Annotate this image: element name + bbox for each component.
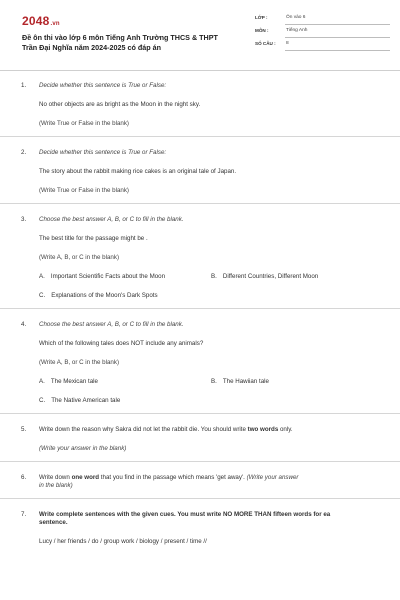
question-text: Which of the following tales does NOT include any animals?	[39, 340, 204, 347]
meta-class-label: LỚP :	[255, 15, 268, 20]
meta-class-row	[255, 15, 390, 28]
question-instruction-cont: sentence.	[39, 519, 68, 526]
option-letter: C.	[39, 397, 46, 404]
question-body	[39, 149, 400, 195]
question-hint: (Write A, B, or C in the blank)	[39, 359, 120, 366]
option-letter: A.	[39, 378, 45, 385]
question-6	[0, 462, 400, 499]
option-c[interactable]	[39, 292, 158, 300]
option-text: The Hawiian tale	[222, 378, 269, 385]
options-row	[39, 292, 400, 300]
option-letter: B.	[211, 378, 217, 385]
option-letter: B.	[211, 273, 217, 280]
question-hint-cont: in the blank)	[39, 482, 73, 489]
option-text: Different Countries, Different Moon	[222, 273, 319, 280]
question-instruction: Write complete sentences with the given cues. You must write NO MORE THAN fifteen words for ea	[39, 511, 331, 518]
text-emphasis: one word	[71, 474, 100, 481]
logo-main-text: 2048	[22, 14, 50, 28]
option-a[interactable]	[39, 378, 211, 386]
question-body	[39, 426, 400, 453]
question-body	[39, 511, 400, 546]
question-number: 1.	[21, 82, 27, 89]
option-b[interactable]	[211, 273, 318, 281]
meta-subject-label: MÔN :	[255, 28, 269, 33]
options-row	[39, 273, 400, 281]
site-logo[interactable]	[22, 14, 60, 28]
question-4	[0, 309, 400, 414]
document-title	[22, 33, 247, 53]
question-3	[0, 204, 400, 309]
option-text: Explanations of the Moon's Dark Spots	[51, 292, 158, 299]
option-letter: C.	[39, 292, 46, 299]
question-hint: (Write True or False in the blank)	[39, 120, 129, 127]
option-a[interactable]	[39, 273, 211, 281]
text-part: only.	[278, 426, 293, 433]
question-body	[39, 82, 400, 128]
meta-subject-value: Tiếng Anh	[285, 28, 390, 38]
meta-count-value: 8	[285, 41, 390, 51]
meta-count-row	[255, 41, 390, 54]
question-cue: Lucy / her friends / do / group work / biology / present / time //	[39, 538, 207, 545]
options-row	[39, 397, 400, 405]
meta-class-value: Ôn vào 6	[285, 15, 390, 25]
title-line-2: Trần Đại Nghĩa năm 2024-2025 có đáp án	[22, 43, 162, 52]
question-hint: (Write True or False in the blank)	[39, 187, 129, 194]
question-number: 7.	[21, 511, 27, 518]
question-number: 2.	[21, 149, 27, 156]
question-instruction: Decide whether this sentence is True or False:	[39, 149, 167, 156]
question-instruction: Choose the best answer A, B, or C to fill in the blank.	[39, 216, 184, 223]
option-text: The Native American tale	[51, 397, 121, 404]
text-part: that you find in the passage which means 'get away'.	[99, 474, 247, 481]
option-text: The Mexican tale	[50, 378, 98, 385]
title-line-1: Đề ôn thi vào lớp 6 môn Tiếng Anh Trường THCS & THPT	[22, 33, 218, 42]
question-body	[39, 474, 400, 490]
question-5	[0, 414, 400, 462]
question-7	[0, 499, 400, 554]
question-list	[0, 70, 400, 554]
question-text	[39, 426, 400, 434]
question-number: 4.	[21, 321, 27, 328]
question-hint: (Write your answer in the blank)	[39, 445, 127, 452]
text-part: Write down	[39, 474, 72, 481]
option-letter: A.	[39, 273, 45, 280]
question-body	[39, 216, 400, 300]
question-number: 5.	[21, 426, 27, 433]
question-text: The story about the rabbit making rice cakes is an original tale of Japan.	[39, 168, 237, 175]
option-text: Important Scientific Facts about the Moon	[50, 273, 166, 280]
question-hint-inline: (Write your answer	[246, 474, 299, 481]
question-2	[0, 137, 400, 204]
text-part: Write down the reason why Sakra did not let the rabbit die. You should write	[39, 426, 248, 433]
document-header	[0, 0, 400, 71]
question-number: 3.	[21, 216, 27, 223]
question-instruction: Decide whether this sentence is True or False:	[39, 82, 167, 89]
logo-suffix-text: .vn	[50, 21, 60, 27]
question-number: 6.	[21, 474, 27, 481]
option-c[interactable]	[39, 397, 120, 405]
question-text	[39, 474, 400, 482]
question-instruction: Choose the best answer A, B, or C to fill in the blank.	[39, 321, 184, 328]
question-text: The best title for the passage might be .	[39, 235, 148, 242]
options-row	[39, 378, 400, 386]
meta-count-label: SỐ CÂU :	[255, 41, 276, 46]
document-meta	[255, 15, 390, 54]
option-b[interactable]	[211, 378, 269, 386]
text-emphasis: two words	[247, 426, 279, 433]
question-1	[0, 70, 400, 137]
question-body	[39, 321, 400, 405]
question-hint: (Write A, B, or C in the blank)	[39, 254, 120, 261]
meta-subject-row	[255, 28, 390, 41]
question-text: No other objects are as bright as the Moon in the night sky.	[39, 101, 201, 108]
